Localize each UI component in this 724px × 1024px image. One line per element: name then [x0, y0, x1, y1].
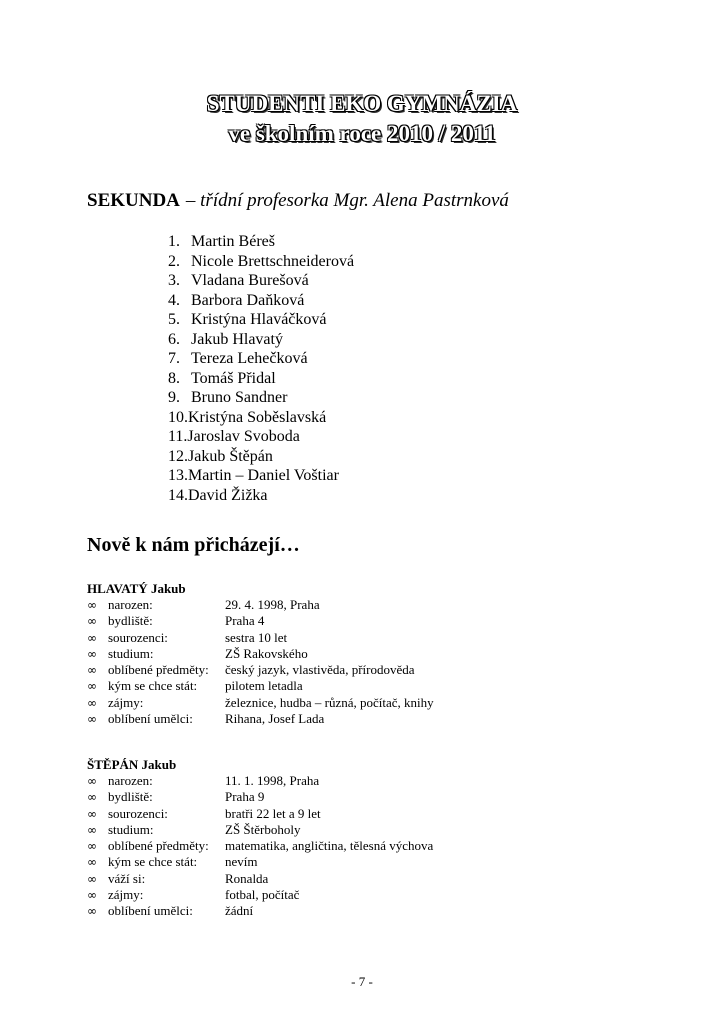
infinity-bullet-icon: ∞ [87, 614, 97, 629]
infinity-bullet-icon: ∞ [87, 646, 97, 661]
profile-value: český jazyk, vlastivěda, přírodověda [225, 662, 415, 678]
profile-label: oblíbené předměty: [108, 662, 209, 678]
infinity-bullet-icon: ∞ [87, 790, 97, 805]
list-item [168, 388, 354, 408]
profile-row [87, 678, 434, 694]
profile-label: oblíbení umělci: [108, 711, 193, 727]
profile-value: nevím [225, 854, 258, 870]
student-name: Bruno Sandner [191, 389, 288, 406]
list-number: 13. [168, 467, 188, 484]
profile-value: žádní [225, 903, 254, 919]
list-item [168, 330, 354, 350]
profile-label: studium: [108, 645, 154, 661]
list-number: 14. [168, 486, 188, 504]
profile-value: ZŠ Rakovského [225, 645, 308, 661]
student-name: Martin – Daniel Voštiar [188, 467, 339, 484]
student-name: Kristýna Hlaváčková [191, 311, 327, 328]
profile-label: narozen: [108, 773, 153, 788]
list-item [168, 466, 354, 486]
infinity-bullet-icon: ∞ [87, 822, 97, 837]
page-subtitle: ve školním roce 2010 / 2011 [228, 121, 496, 146]
profile-label: sourozenci: [108, 805, 168, 821]
profile-row [87, 822, 433, 838]
student-name: Jakub Hlavatý [191, 330, 283, 348]
student-name: Tomáš Přidal [191, 369, 276, 387]
infinity-bullet-icon: ∞ [87, 806, 97, 821]
page-title: STUDENTI EKO GYMNÁZIA [206, 91, 518, 116]
profile-label: oblíbené předměty: [108, 838, 209, 854]
profile-row [87, 613, 434, 629]
student-name: Jaroslav Svoboda [187, 428, 300, 445]
infinity-bullet-icon: ∞ [87, 888, 97, 903]
profile-label: váží si: [108, 870, 146, 886]
profile-value: Praha 4 [225, 613, 265, 629]
student-list [168, 232, 354, 505]
profile-row [87, 630, 434, 646]
list-item [168, 369, 354, 389]
profile-label: zájmy: [108, 694, 144, 710]
profile-row [87, 789, 433, 805]
list-number: 1. [168, 233, 180, 250]
profile-value: železnice, hudba – různá, počítač, knihy [225, 694, 434, 710]
infinity-bullet-icon: ∞ [87, 839, 97, 854]
profile-label: studium: [108, 821, 154, 837]
list-number: 12. [168, 447, 188, 465]
infinity-bullet-icon: ∞ [87, 598, 97, 612]
list-number: 10. [168, 408, 188, 426]
profile-row [87, 695, 434, 711]
profile-value: 11. 1. 1998, Praha [225, 773, 320, 788]
page-number: - 7 - [351, 974, 373, 989]
profile-row [87, 887, 433, 903]
profile-row [87, 854, 433, 870]
infinity-bullet-icon: ∞ [87, 904, 97, 919]
profile-row [87, 871, 433, 887]
infinity-bullet-icon: ∞ [87, 855, 97, 870]
profile-label: narozen: [108, 597, 153, 612]
profile-value: Rihana, Josef Lada [225, 711, 325, 727]
class-heading [87, 190, 509, 212]
student-name: Nicole Brettschneiderová [191, 252, 355, 270]
infinity-bullet-icon: ∞ [87, 871, 97, 886]
list-item [168, 252, 354, 272]
list-item [168, 408, 354, 428]
profile-row [87, 711, 434, 727]
profile-row [87, 646, 434, 662]
profile-value: bratři 22 let a 9 let [225, 805, 321, 821]
list-number: 9. [168, 389, 180, 406]
profile-value: Praha 9 [225, 789, 265, 805]
list-number: 8. [168, 369, 180, 387]
profile-label: sourozenci: [108, 629, 168, 645]
profile-value: pilotem letadla [225, 678, 303, 694]
list-item [168, 232, 354, 252]
infinity-bullet-icon: ∞ [87, 663, 97, 678]
profile-label: kým se chce stát: [108, 678, 198, 694]
infinity-bullet-icon: ∞ [87, 695, 97, 710]
profile-label: bydliště: [108, 613, 153, 629]
section-heading-new-students: Nově k nám přicházejí… [87, 534, 300, 556]
student-profile-hlavaty [87, 581, 434, 727]
class-name: SEKUNDA [87, 190, 180, 211]
profile-row [87, 838, 433, 854]
list-item [168, 291, 354, 311]
infinity-bullet-icon: ∞ [87, 630, 97, 645]
profile-row [87, 806, 433, 822]
student-name: Martin Béreš [191, 233, 275, 250]
profile-row [87, 903, 433, 919]
student-name: Kristýna Soběslavská [188, 408, 327, 426]
list-number: 7. [168, 350, 180, 367]
profile-value: Ronalda [225, 870, 269, 886]
list-item [168, 486, 354, 506]
student-profile-stepan [87, 757, 433, 920]
infinity-bullet-icon: ∞ [87, 679, 97, 694]
list-number: 4. [168, 291, 180, 309]
list-number: 11. [168, 428, 188, 445]
profile-row [87, 662, 434, 678]
list-number: 3. [168, 272, 180, 289]
profile-value: matematika, angličtina, tělesná výchova [225, 838, 434, 854]
profile-label: zájmy: [108, 887, 144, 903]
infinity-bullet-icon: ∞ [87, 712, 97, 727]
profile-value: 29. 4. 1998, Praha [225, 597, 320, 612]
profile-label: kým se chce stát: [108, 854, 198, 870]
infinity-bullet-icon: ∞ [87, 774, 97, 788]
student-name: Barbora Daňková [191, 291, 305, 309]
profile-name: HLAVATÝ Jakub [87, 581, 186, 596]
profile-value: sestra 10 let [225, 629, 288, 645]
profile-value: ZŠ Štěrboholy [225, 821, 301, 837]
student-name: Tereza Lehečková [191, 350, 308, 367]
list-number: 2. [168, 252, 180, 270]
student-name: Vladana Burešová [191, 272, 309, 289]
profile-name: ŠTĚPÁN Jakub [87, 757, 177, 772]
profile-row [87, 597, 434, 613]
profile-row [87, 773, 433, 789]
list-item [168, 271, 354, 291]
student-name: Jakub Štěpán [188, 447, 273, 465]
profile-label: oblíbení umělci: [108, 903, 193, 919]
list-item [168, 427, 354, 447]
list-item [168, 349, 354, 369]
list-item [168, 447, 354, 467]
profile-label: bydliště: [108, 789, 153, 805]
list-item [168, 310, 354, 330]
class-teacher: – třídní profesorka Mgr. Alena Pastrnková [185, 190, 509, 211]
list-number: 6. [168, 330, 180, 348]
profile-value: fotbal, počítač [225, 887, 300, 903]
student-name: David Žižka [188, 486, 268, 504]
list-number: 5. [168, 311, 180, 328]
